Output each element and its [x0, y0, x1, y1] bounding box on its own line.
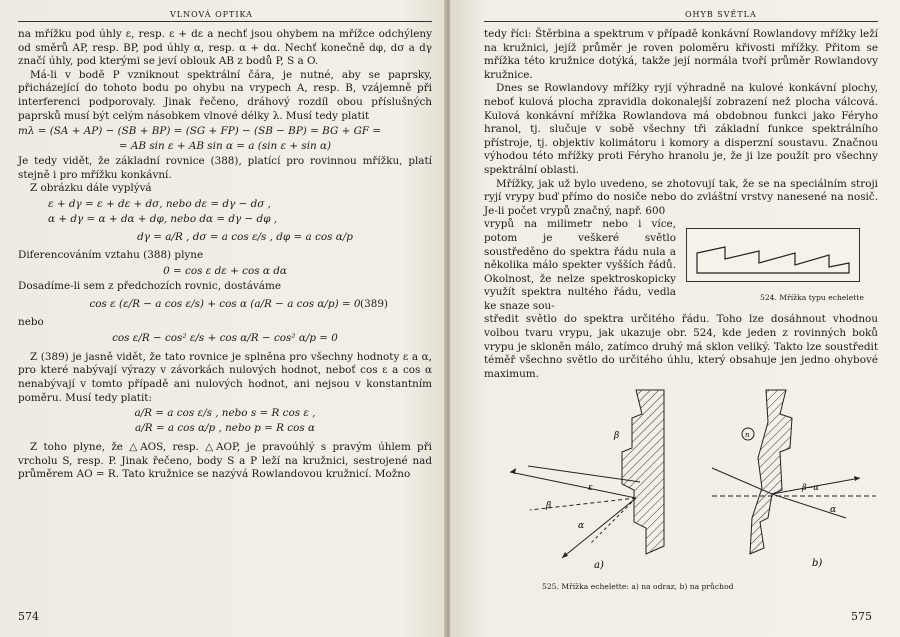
paragraph: středit světlo do spektra určitého řádu. Toho lze dosáhnout vhodnou volbou tvaru vrypu, jak ukazuje obr. 524, kde jeden z rovinných boků vrypu je skloněn málo, zatímco druhý má sklon veliký. Takto lze soustředit téměř všechno světlo do určitého úhlu, který obsahuje jen jedno ohybové maximum.	[484, 313, 878, 380]
paragraph: na mřížku pod úhly ε, resp. ε + dε a nechť jsou ohybem na mřížce odchýleny od směrů AP, resp. BP, pod úhly α, resp. α + dα. Nechť konečně dφ, dσ a dγ značí úhly, pod kterými se jeví oblouk AB z bodů P, S a O.	[18, 28, 432, 68]
equation: = AB sin ε + AB sin α = a (sin ε + sin α)	[118, 140, 332, 153]
equation: a/R = a cos ε/s , nebo s = R cos ε ,	[134, 407, 316, 420]
paragraph: Dosadíme-li sem z předchozích rovnic, dostáváme	[18, 279, 281, 292]
paragraph: Je tedy vidět, že základní rovnice (388), platící pro rovinnou mřížku, platí stejně i pro mřížku konkávní.	[18, 155, 432, 181]
header-rule	[484, 21, 878, 22]
equation: dγ = a/R , dσ = a cos ε/s , dφ = a cos α/p	[137, 230, 353, 243]
equation: a/R = a cos α/p , nebo p = R cos α	[135, 422, 315, 435]
equation-389	[18, 297, 432, 312]
label-b: b)	[812, 558, 823, 569]
label-alpha-b: α	[830, 505, 837, 515]
diffracted-ray	[562, 498, 636, 558]
figure-524-caption: 524. Mřížka typu echelette	[760, 293, 864, 302]
paragraph: Z (389) je jasně vidět, že tato rovnice je splněna pro všechny hodnoty ε a α, pro které nabývají výrazy v závorkách nulových hodnot, neboť cos ε a cos α nenabývají v tomto případě ani nulových hodnot, ani nejsou v konstantním poměru. Musí tedy platit:	[18, 350, 432, 404]
figure-525-caption: 525. Mřížka echelette: a) na odraz, b) na průchod	[542, 582, 734, 591]
diagram-a-reflection	[510, 390, 664, 571]
running-head-left: VLNOVÁ OPTIKA	[170, 10, 253, 19]
right-page	[450, 0, 900, 637]
left-page	[0, 0, 446, 637]
figure-525-echelette-diagrams	[450, 378, 900, 588]
equation: cos ε/R − cos² ε/s + cos α/R − cos² α/p = 0	[112, 331, 338, 344]
page-number-right: 575	[851, 610, 872, 623]
paragraph: tedy říci: Štěrbina a spektrum v případě konkávní Rowlandovy mřížky leží na kružnici, jejíž průměr je roven poloměru křivosti mřížky. Přitom se mřížka této kružnice dotýká, takže její normála tvoří průměr Rowlandovy kružnice.	[484, 28, 878, 81]
page-number-left: 574	[18, 610, 39, 623]
label-epsilon: ε	[588, 483, 593, 493]
paragraph: vrypů na milimetr nebo i více, potom je veškeré světlo soustředěno do spektra řádu nula a několika málo spekter vyšších řádů. Okolnost, že nelze spektroskopicky využít spektra nultého řádu, vedla ke snaze sou-	[484, 218, 676, 312]
paragraph: Mřížky, jak už bylo uvedeno, se zhotovují tak, že se na speciálním stroji ryjí vrypy buď přímo do nosiče nebo do zvláštní vrstvy nanesené na nosič. Je-li počet vrypů značný, např. 600	[484, 177, 878, 217]
ray	[510, 472, 636, 498]
diagram-b-transmission	[712, 390, 876, 569]
paragraph: Má-li v bodě P vzniknout spektrální čára, je nutné, aby se paprsky, přicházející do tohoto bodu po ohybu na vrypech A, resp. B, vzájemně při interferenci podporovaly. Jinak řečeno, dráhový rozdíl obou příslušných paprsků musí být celým násobkem vlnové délky λ. Musí tedy platit	[18, 68, 432, 122]
equation-number: (389)	[360, 298, 388, 311]
equation: 0 = cos ε dε + cos α dα	[163, 264, 287, 277]
label-alpha: α	[578, 521, 585, 531]
paragraph: Dnes se Rowlandovy mřížky ryjí výhradně na kulové konkávní plochy, neboť kulová plocha zpravidla dokonalejší zobrazení než plocha válcová. Kulová konkávní mřížka Rowlandova má obdobnou funkci jako Féryho hranol, tj. slučuje v sobě všechny tři základní funkce spektrálního přístroje, tj. objektiv kolimátoru i komory a disperzní soustavu. Značnou výhodou této mřížky proti Féryho hranolu je, že ji lze použít pro všechny spektrální oblasti.	[484, 82, 878, 176]
figure-524-echelette-profile	[686, 228, 860, 282]
label-a: a)	[594, 560, 604, 571]
paragraph: Z obrázku dále vyplývá	[30, 182, 152, 195]
paragraph: Diferencováním vztahu (388) plyne	[18, 248, 204, 261]
equation: α + dγ = α + dα + dφ, nebo dα = dγ − dφ ,	[48, 212, 278, 225]
equation: mλ = (SA + AP) − (SB + BP) = (SG + FP) − (SB − BP) = BG + GF =	[18, 125, 382, 138]
label-n: n	[745, 431, 750, 439]
label-beta: β	[614, 431, 620, 441]
label-beta-minus-alpha: β−α	[802, 483, 819, 492]
equation: cos ε (ε/R − a cos ε/s) + cos α (a/R − a cos α/p) = 0	[89, 298, 361, 311]
paragraph: nebo	[18, 316, 44, 329]
label-beta-2: β	[546, 501, 552, 511]
header-rule	[18, 21, 432, 22]
paragraph: Z toho plyne, že △AOS, resp. △AOP, je pravoúhlý s pravým úhlem při vrcholu S, resp. P. Jinak řečeno, body S a P leží na kružnici, sestrojené nad průměrem AO = R. Tato kružnice se nazývá Rowlandovou kružnicí. Možno	[18, 441, 432, 481]
running-head-right: OHYB SVĚTLA	[685, 10, 757, 19]
equation: ε + dγ = ε + dε + dσ, nebo dε = dγ − dσ ,	[48, 197, 271, 210]
